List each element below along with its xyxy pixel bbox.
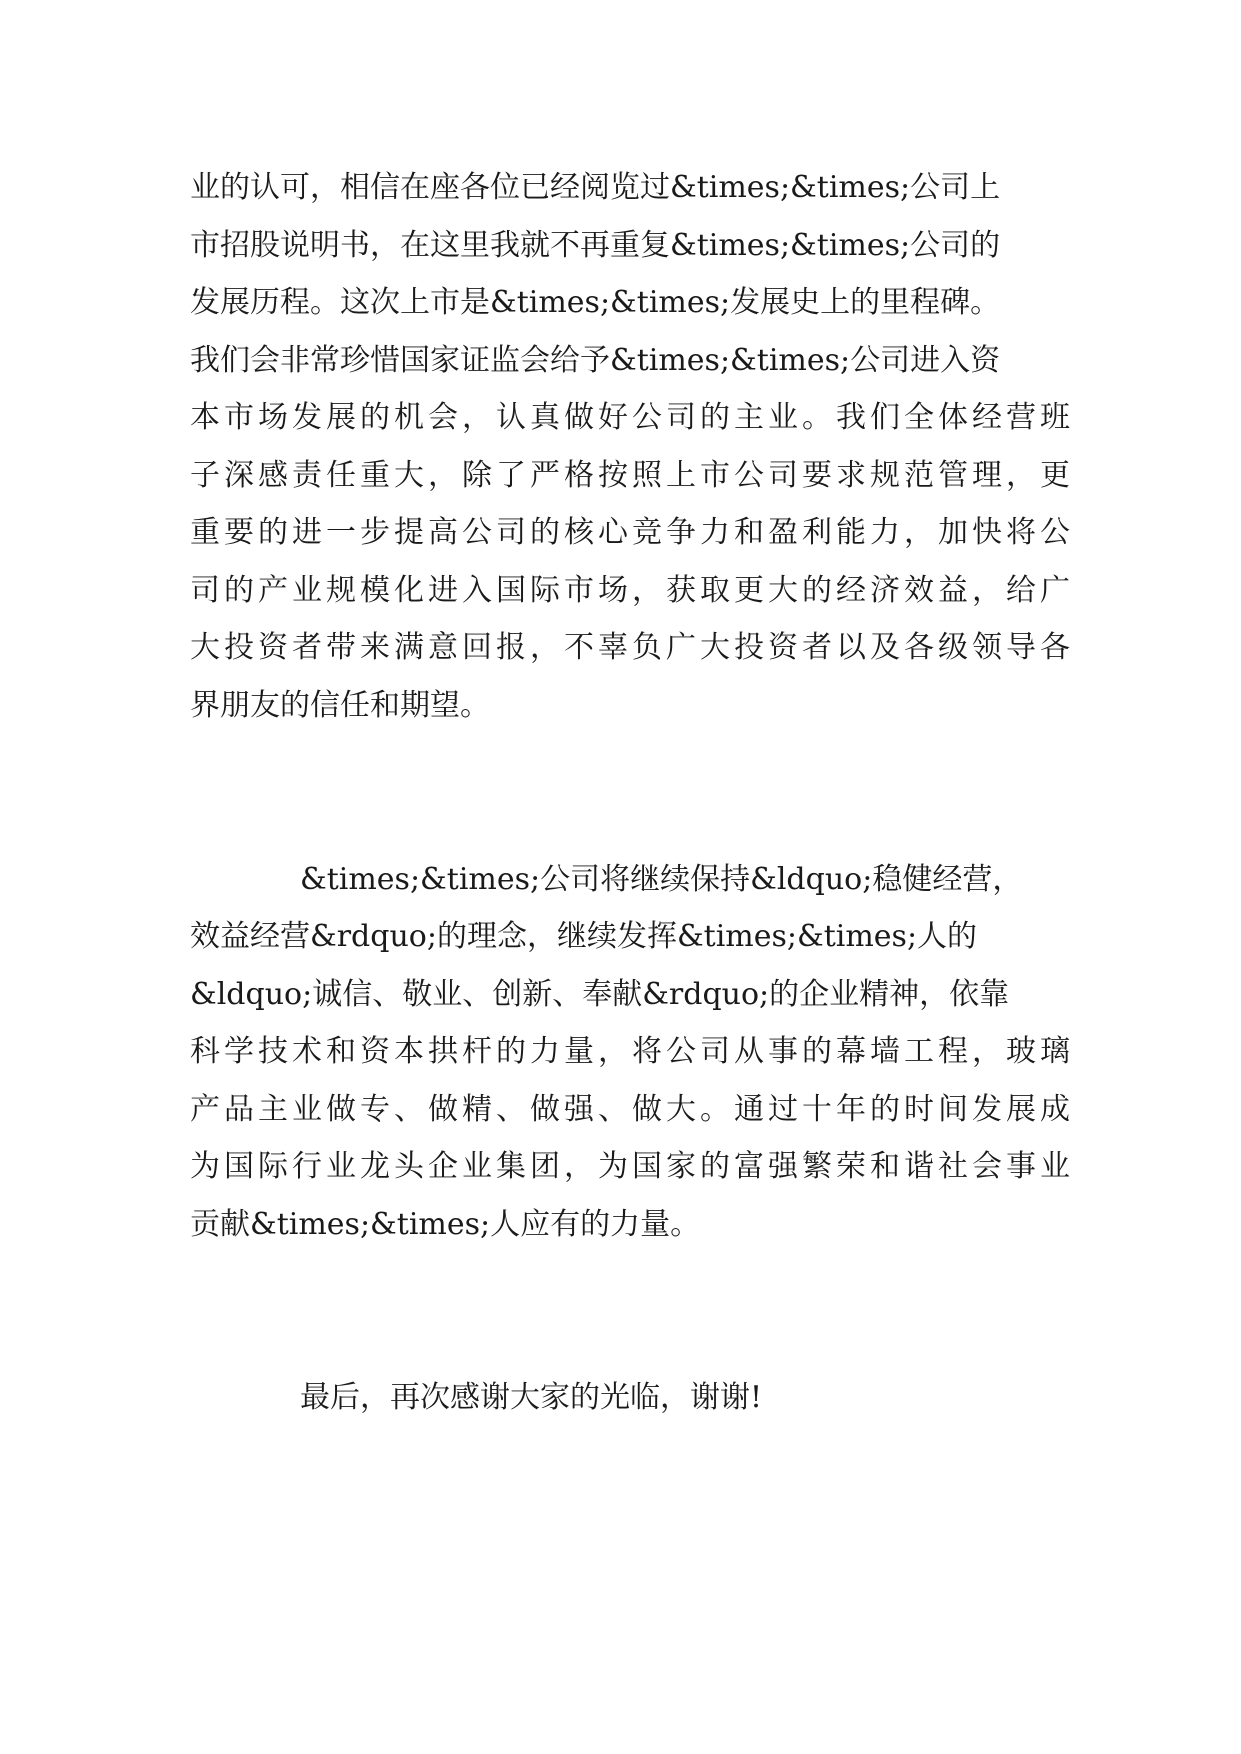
paragraph-2-line-5: 产品主业做专、做精、做强、做大。通过十年的时间发展成 [190,1092,1070,1127]
paragraph-1-line-10: 界朋友的信任和期望。 [190,688,490,723]
closing-line: 最后，再次感谢大家的光临，谢谢! [300,1380,763,1415]
paragraph-2-line-7: 贡献&times;&times;人应有的力量。 [190,1207,701,1242]
paragraph-1-line-2: 市招股说明书，在这里我就不再重复&times;&times;公司的 [190,228,1001,263]
paragraph-2-line-6: 为国际行业龙头企业集团，为国家的富强繁荣和谐社会事业 [190,1149,1070,1184]
paragraph-1-line-7: 重要的进一步提高公司的核心竞争力和盈利能力，加快将公 [190,515,1070,550]
paragraph-1-line-8: 司的产业规模化进入国际市场，获取更大的经济效益，给广 [190,573,1070,608]
paragraph-2-line-2: 效益经营&rdquo;的理念，继续发挥&times;&times;人的 [190,919,978,954]
paragraph-1-line-3: 发展历程。这次上市是&times;&times;发展史上的里程碑。 [190,285,1001,320]
paragraph-1-line-9: 大投资者带来满意回报，不辜负广大投资者以及各级领导各 [190,630,1070,665]
paragraph-2-line-4: 科学技术和资本拱杆的力量，将公司从事的幕墙工程，玻璃 [190,1034,1070,1069]
paragraph-1-line-6: 子深感责任重大，除了严格按照上市公司要求规范管理，更 [190,458,1070,493]
paragraph-2-line-1: &times;&times;公司将继续保持&ldquo;稳健经营， [300,862,1023,897]
paragraph-1-line-4: 我们会非常珍惜国家证监会给予&times;&times;公司进入资 [190,343,1001,378]
paragraph-2-line-3: &ldquo;诚信、敬业、创新、奉献&rdquo;的企业精神，依靠 [190,977,1010,1012]
paragraph-1-line-5: 本市场发展的机会，认真做好公司的主业。我们全体经营班 [190,400,1070,435]
paragraph-1-line-1: 业的认可，相信在座各位已经阅览过&times;&times;公司上 [190,170,1001,205]
